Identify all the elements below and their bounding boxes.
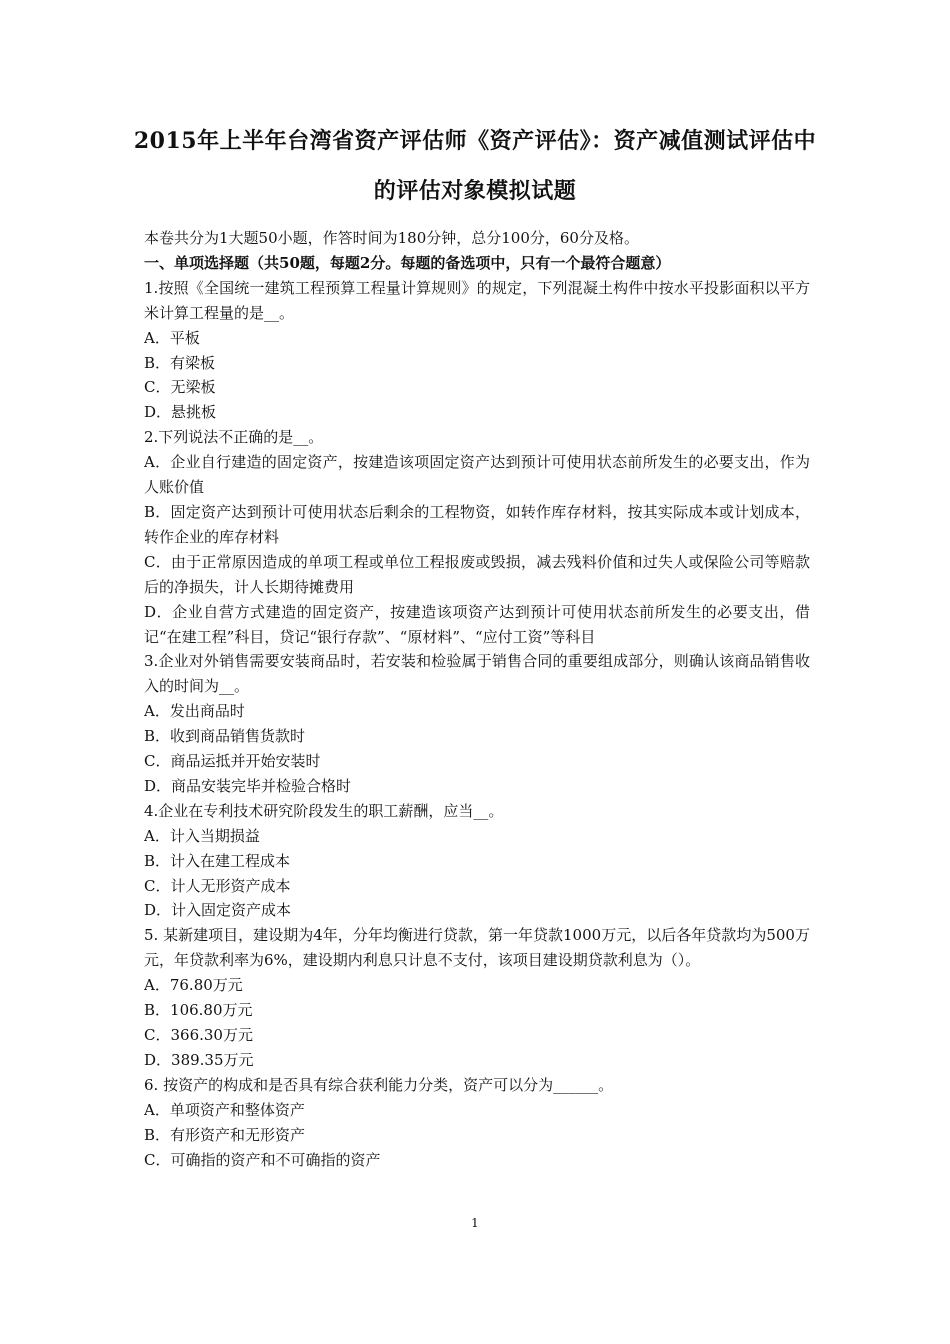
document-title-line-1: 2015年上半年台湾省资产评估师《资产评估》：资产减值测试评估中 <box>133 128 817 154</box>
question-option: A．平板 <box>144 328 200 347</box>
question-stem: 1.按照《全国统一建筑工程预算工程量计算规则》的规定，下列混凝土构件中按水平投影面积以平方米计算工程量的是__。 <box>144 278 810 322</box>
document-body <box>144 226 810 1172</box>
question-option: C．可确指的资产和不可确指的资产 <box>144 1150 381 1169</box>
question-option: C．366.30万元 <box>144 1026 253 1044</box>
question-option: C．商品运抵并开始安装时 <box>144 752 321 771</box>
question-option: C．无梁板 <box>144 378 216 397</box>
question-option: A．企业自行建造的固定资产，按建造该项固定资产达到预计可使用状态前所发生的必要支出，作为人账价值 <box>144 453 810 497</box>
question-option: D．商品安装完毕并检验合格时 <box>144 776 352 795</box>
question-stem: 6. 按资产的构成和是否具有综合获利能力分类，资产可以分为______。 <box>144 1075 614 1094</box>
question-option: D．389.35万元 <box>144 1050 254 1069</box>
question-option: A．76.80万元 <box>144 976 243 995</box>
question-option: A．发出商品时 <box>144 702 245 721</box>
question-stem: 5. 某新建项目，建设期为4年，分年均衡进行贷款，第一年贷款1000万元，以后各年贷款均为500万元，年贷款利率为6%，建设期内利息只计息不支付，该项目建设期贷款利息为（）。 <box>144 926 810 970</box>
exam-intro: 本卷共分为1大题50小题，作答时间为180分钟，总分100分，60分及格。 <box>144 229 639 247</box>
question-3 <box>144 649 810 798</box>
question-option: D．企业自营方式建造的固定资产，按建造该项资产达到预计可使用状态前所发生的必要支出，借记“在建工程”科目，贷记“银行存款”、“原材料”、“应付工资”等科目 <box>144 602 810 646</box>
question-option: B．计入在建工程成本 <box>144 851 291 870</box>
question-5 <box>144 923 810 1072</box>
question-stem: 3.企业对外销售需要安装商品时，若安装和检验属于销售合同的重要组成部分，则确认该商品销售收入的时间为__。 <box>144 652 810 696</box>
document-title-line-2: 的评估对象模拟试题 <box>373 178 577 204</box>
question-option: D．悬挑板 <box>144 403 217 422</box>
question-6 <box>144 1073 810 1173</box>
question-option: B．106.80万元 <box>144 1001 253 1020</box>
question-option: B．有形资产和无形资产 <box>144 1125 306 1144</box>
question-option: D．计入固定资产成本 <box>144 901 292 920</box>
page-number: 1 <box>471 1216 479 1230</box>
question-option: B．固定资产达到预计可使用状态后剩余的工程物资，如转作库存材料，按其实际成本或计划成本，转作企业的库存材料 <box>144 502 810 546</box>
section-heading: 一、单项选择题（共50题，每题2分。每题的备选项中，只有一个最符合题意） <box>144 253 671 272</box>
question-2 <box>144 425 810 649</box>
question-4 <box>144 799 810 924</box>
question-option: C．计人无形资产成本 <box>144 876 291 895</box>
question-stem: 2.下列说法不正确的是__。 <box>144 428 324 447</box>
question-option: C．由于正常原因造成的单项工程或单位工程报废或毁损，减去残料价值和过失人或保险公司等赔款后的净损失，计人长期待摊费用 <box>144 552 810 596</box>
question-option: A．计入当期损益 <box>144 826 260 845</box>
question-option: B．收到商品销售货款时 <box>144 727 306 746</box>
question-option: A．单项资产和整体资产 <box>144 1100 305 1119</box>
question-1 <box>144 276 810 425</box>
question-stem: 4.企业在专利技术研究阶段发生的职工薪酬，应当__。 <box>144 801 504 820</box>
question-option: B．有梁板 <box>144 353 216 372</box>
